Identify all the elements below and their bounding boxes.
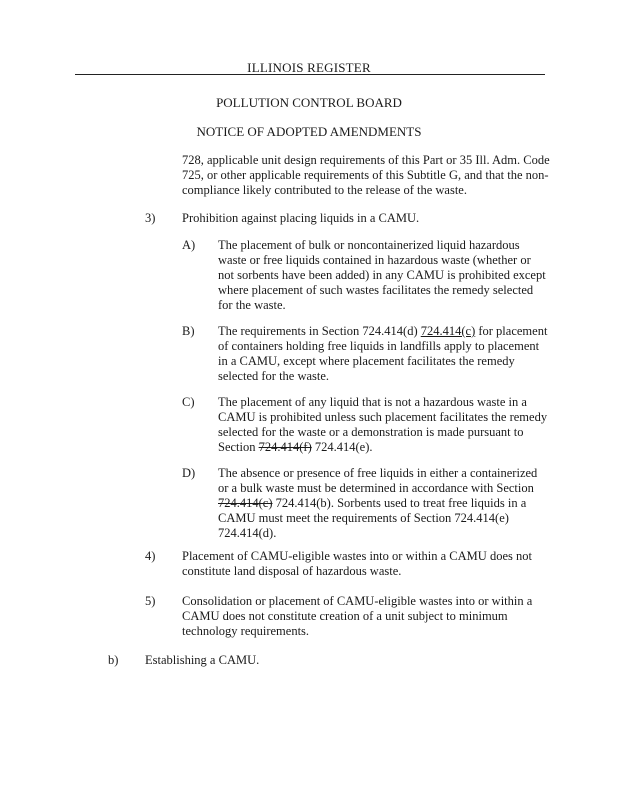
- item-3c-text-pre: The placement of any liquid that is not a hazardous waste in a CAMU is prohibited unless such placement facilitates the remedy selected for the waste or a demonstration is made pursuant to Section: [218, 395, 548, 454]
- item-3d-deleted-citation: 724.414(c): [218, 496, 273, 510]
- item-3a-label: A): [182, 238, 196, 252]
- item-3d-text: [218, 466, 548, 541]
- item-4-label: 4): [145, 549, 156, 563]
- item-3d-text-pre: The absence or presence of free liquids in either a containerized or a bulk waste must be determined in accordance with Section: [218, 466, 538, 495]
- item-3c-text-post: 724.414(e).: [311, 440, 373, 454]
- item-3b-inserted-citation: 724.414(c): [420, 324, 476, 338]
- item-3b-text: [218, 324, 548, 384]
- item-3d-text-post: 724.414(b). Sorbents used to treat free liquids in a CAMU must meet the requirements of Section 724.414(e) 724.414(d).: [218, 496, 527, 540]
- board-name: POLLUTION CONTROL BOARD: [216, 95, 402, 110]
- item-3b-text-post: for placement of containers holding free liquids in landfills apply to placement in a CAMU, except where placement facilitates the remedy selected for the waste.: [218, 324, 548, 383]
- item-3-text: Prohibition against placing liquids in a CAMU.: [182, 211, 420, 225]
- header-rule: [75, 74, 545, 75]
- item-3c-label: C): [182, 395, 195, 409]
- item-b-text: Establishing a CAMU.: [145, 653, 260, 667]
- item-4-text: Placement of CAMU-eligible wastes into or within a CAMU does not constitute land disposal of hazardous waste.: [182, 549, 532, 578]
- item-3c-deleted-citation: 724.414(f): [258, 440, 312, 454]
- item-3a-text: The placement of bulk or noncontainerized liquid hazardous waste or free liquids contained in hazardous waste (whether or not sorbents have been added) in any CAMU is prohibited except where placement of such wastes facilitates the remedy selected for the waste.: [218, 238, 546, 312]
- item-5-label: 5): [145, 594, 156, 608]
- item-3b-text-pre: The requirements in Section 724.414(d): [218, 324, 421, 338]
- continuation-paragraph: 728, applicable unit design requirements of this Part or 35 Ill. Adm. Code 725, or other applicable requirements of this Subtitle G, and that the non-compliance likely contributed to the release of the waste.: [182, 153, 550, 197]
- item-3b-label: B): [182, 324, 195, 338]
- item-3d-label: D): [182, 466, 196, 480]
- item-3-label: 3): [145, 211, 156, 225]
- register-header: ILLINOIS REGISTER: [247, 60, 371, 75]
- item-3c-text: [218, 395, 548, 455]
- item-5-text: Consolidation or placement of CAMU-eligible wastes into or within a CAMU does not constitute creation of a unit subject to minimum technology requirements.: [182, 594, 533, 638]
- item-b-label: b): [108, 653, 119, 667]
- notice-title: NOTICE OF ADOPTED AMENDMENTS: [196, 124, 422, 139]
